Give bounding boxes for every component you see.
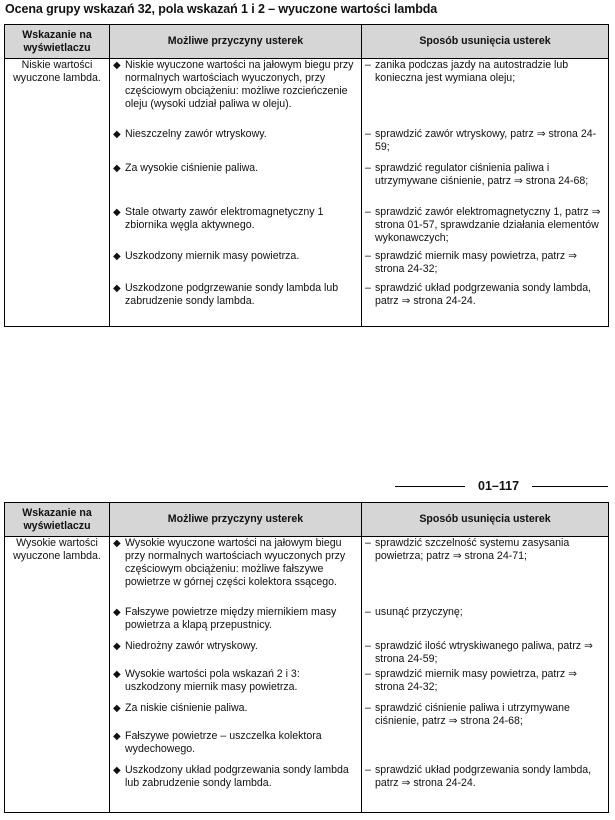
bullet-diamond-icon: ◆ — [113, 60, 121, 71]
remedy-item: – sprawdzić szczelność systemu zasysania powietrza; patrz ⇒ strona 24-71; — [365, 537, 570, 562]
page-number: 01–117 — [478, 479, 520, 493]
cause-item: ◆ Uszkodzone podgrzewanie sondy lambda lub zabrudzenie sondy lambda. — [113, 282, 339, 307]
remedy-item-empty — [362, 730, 608, 764]
cause-item: ◆ Za niskie ciśnienie paliwa. — [113, 702, 248, 714]
cause-item: ◆ Wysokie wartości pola wskazań 2 i 3: uszkodzony miernik masy powietrza. — [113, 668, 300, 693]
remedy-item: – usunąć przyczynę; — [365, 606, 463, 618]
header-causes: Możliwe przyczyny usterek — [110, 25, 362, 59]
header-causes: Możliwe przyczyny usterek — [110, 503, 362, 537]
header-display: Wskazanie na wyświetlaczu — [5, 25, 110, 59]
cause-item: ◆ Stale otwarty zawór elektromagnetyczny 1 zbiornika węgla aktywnego. — [113, 206, 324, 231]
bullet-diamond-icon: ◆ — [113, 163, 121, 174]
remedy-item: – sprawdzić ilość wtryskiwanego paliwa, patrz ⇒ strona 24-59; — [365, 640, 593, 665]
header-remedy: Sposób usunięcia usterek — [362, 25, 609, 59]
remedy-item: – zanika podczas jazdy na autostradzie lub konieczna jest wymiana oleju; — [365, 59, 569, 84]
bullet-diamond-icon: ◆ — [113, 607, 121, 618]
symptom-cell: Wysokie wartości wyuczone lambda. — [5, 537, 110, 813]
cause-item: ◆ Fałszywe powietrze – uszczelka kolektora wydechowego. — [113, 730, 322, 755]
cause-item: ◆ Niskie wyuczone wartości na jałowym biegu przy normalnych wartościach wyuczonych, przy częściowym obciążeniu: możliwe rozcieńczenie oleju (wysoki udział paliwa w oleju). — [113, 59, 354, 110]
cause-item: ◆ Wysokie wyuczone wartości na jałowym biegu przy normalnych wartościach wyuczonych przy częściowym obciążeniu: możliwe fałszywe powietrze w górnej części kolektora ssącego. — [113, 537, 346, 588]
bullet-diamond-icon: ◆ — [113, 703, 121, 714]
page-title: Ocena grupy wskazań 32, pola wskazań 1 i 2 – wyuczone wartości lambda — [5, 2, 438, 16]
remedy-cell — [362, 537, 609, 813]
diagnostic-table-high — [4, 502, 609, 813]
bullet-diamond-icon: ◆ — [113, 731, 121, 742]
bullet-diamond-icon: ◆ — [113, 207, 121, 218]
bullet-diamond-icon: ◆ — [113, 129, 121, 140]
causes-cell — [110, 537, 362, 813]
remedy-item: – sprawdzić regulator ciśnienia paliwa i utrzymywane ciśnienie, patrz ⇒ strona 24-68; — [365, 162, 589, 187]
cause-item: ◆ Nieszczelny zawór wtryskowy. — [113, 128, 267, 140]
symptom-cell: Niskie wartości wyuczone lambda. — [5, 59, 110, 327]
diagnostic-table-low — [4, 24, 609, 327]
causes-cell — [110, 59, 362, 327]
remedy-item: – sprawdzić układ podgrzewania sondy lambda, patrz ⇒ strona 24-24. — [365, 282, 592, 307]
bullet-diamond-icon: ◆ — [113, 765, 121, 776]
remedy-item: – sprawdzić miernik masy powietrza, patrz ⇒ strona 24-32; — [365, 250, 577, 275]
cause-item: ◆ Niedrożny zawór wtryskowy. — [113, 640, 258, 652]
page-number-rule-left — [395, 486, 465, 487]
header-display: Wskazanie na wyświetlaczu — [5, 503, 110, 537]
remedy-item: – sprawdzić układ podgrzewania sondy lambda, patrz ⇒ strona 24-24. — [365, 764, 592, 789]
cause-item: ◆ Uszkodzony miernik masy powietrza. — [113, 250, 300, 262]
bullet-diamond-icon: ◆ — [113, 283, 121, 294]
cause-item: ◆ Uszkodzony układ podgrzewania sondy lambda lub zabrudzenie sondy lambda. — [113, 764, 349, 789]
bullet-diamond-icon: ◆ — [113, 669, 121, 680]
header-remedy: Sposób usunięcia usterek — [362, 503, 609, 537]
bullet-diamond-icon: ◆ — [113, 538, 121, 549]
remedy-item: – sprawdzić zawór elektromagnetyczny 1, patrz ⇒ strona 01-57, sprawdzanie działania elementów wykonawczych; — [365, 206, 601, 244]
cause-item: ◆ Fałszywe powietrze między miernikiem masy powietrza a klapą przepustnicy. — [113, 606, 337, 631]
remedy-item: – sprawdzić miernik masy powietrza, patrz ⇒ strona 24-32; — [365, 668, 577, 693]
page-number-rule-right — [532, 486, 608, 487]
bullet-diamond-icon: ◆ — [113, 251, 121, 262]
remedy-item: – sprawdzić zawór wtryskowy, patrz ⇒ strona 24-59; — [365, 128, 597, 153]
cause-item: ◆ Za wysokie ciśnienie paliwa. — [113, 162, 259, 174]
remedy-item: – sprawdzić ciśnienie paliwa i utrzymywane ciśnienie, patrz ⇒ strona 24-68; — [365, 702, 570, 727]
remedy-cell — [362, 59, 609, 327]
bullet-diamond-icon: ◆ — [113, 641, 121, 652]
